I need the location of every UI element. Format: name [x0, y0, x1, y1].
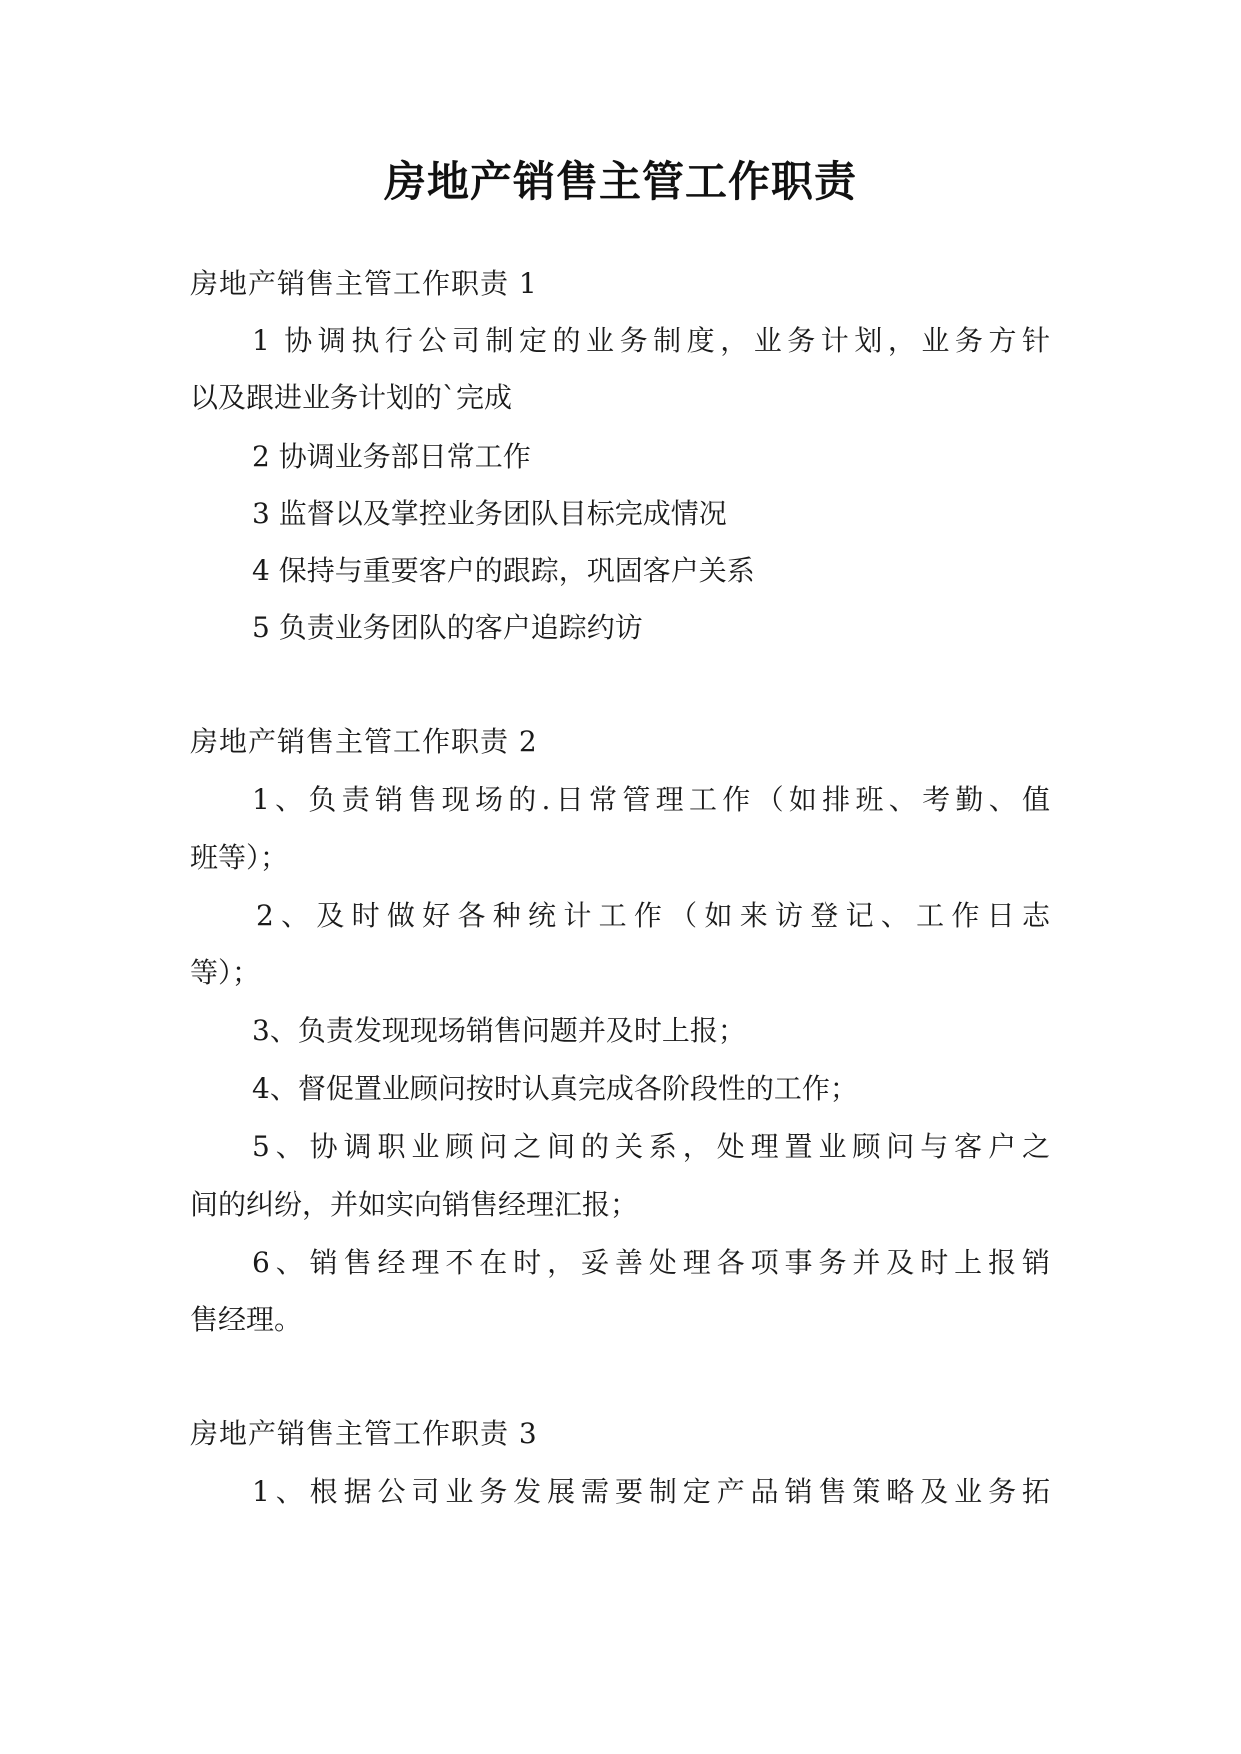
section-1-heading: 房地产销售主管工作职责 1	[190, 267, 538, 300]
section-1-item-1-line-2: 以及跟进业务计划的`完成	[190, 381, 513, 414]
document-title: 房地产销售主管工作职责	[383, 157, 857, 206]
section-2-item-6-line-1: 6、销售经理不在时，妥善处理各项事务并及时上报销	[252, 1246, 1050, 1279]
section-1-item-2: 2 协调业务部日常工作	[252, 440, 531, 473]
section-1-item-5: 5 负责业务团队的客户追踪约访	[252, 611, 643, 644]
section-1-item-1-line-1: 1 协调执行公司制定的业务制度，业务计划，业务方针	[252, 324, 1050, 357]
section-2-item-6-line-2: 售经理。	[190, 1303, 303, 1336]
section-2-item-5-line-1: 5、协调职业顾问之间的关系，处理置业顾问与客户之	[252, 1130, 1050, 1163]
section-2-heading: 房地产销售主管工作职责 2	[190, 725, 538, 758]
section-2-item-4: 4、督促置业顾问按时认真完成各阶段性的工作；	[252, 1072, 858, 1105]
section-2-item-2-line-2: 等）；	[190, 956, 261, 989]
section-2-item-1-line-1: 1、负责销售现场的.日常管理工作（如排班、考勤、值	[252, 783, 1050, 816]
section-1-item-3: 3 监督以及掌控业务团队目标完成情况	[252, 497, 727, 530]
section-2-item-5-line-2: 间的纠纷，并如实向销售经理汇报；	[190, 1188, 639, 1221]
section-2-item-3: 3、负责发现现场销售问题并及时上报；	[252, 1014, 746, 1047]
section-2-item-1-line-2: 班等）；	[190, 841, 289, 874]
section-3-heading: 房地产销售主管工作职责 3	[190, 1417, 538, 1450]
section-3-item-1-line-1: 1、根据公司业务发展需要制定产品销售策略及业务拓	[252, 1475, 1050, 1508]
section-2-item-2-line-1: 2、及时做好各种统计工作（如来访登记、工作日志	[256, 899, 1050, 932]
section-1-item-4: 4 保持与重要客户的跟踪，巩固客户关系	[252, 554, 755, 587]
